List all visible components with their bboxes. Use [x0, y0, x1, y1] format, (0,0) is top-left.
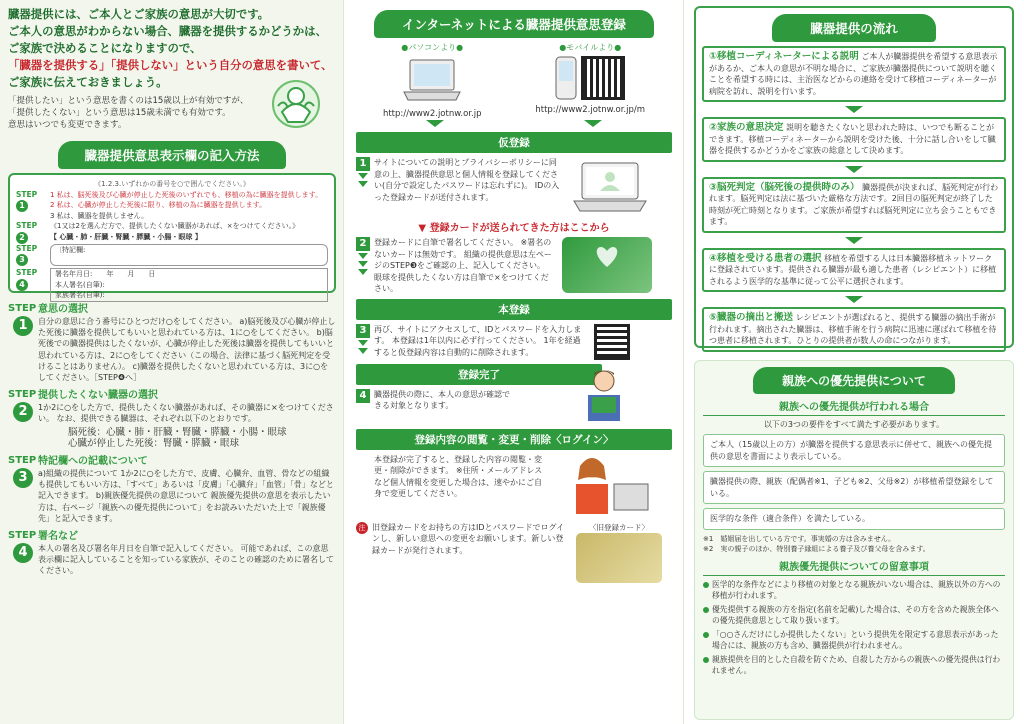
- section-title: 臓器提供意思表示欄の記入方法: [58, 141, 286, 169]
- flow-step-5-body: レシピエントが選ばれると、提供する臓器の摘出手術が行われます。摘出された臓器は、移植手術を行う病院に迅速に運ばれて移植を待つ患者に移植されます。ひとりの提供者が数人の命につながります。: [709, 313, 997, 345]
- step-2-square: 2: [356, 237, 370, 251]
- priority-subtitle: 親族への優先提供が行われる場合: [703, 398, 1005, 416]
- old-card-label: 〈旧登録カード〉: [589, 522, 649, 532]
- pc-url[interactable]: http://www2.jotnw.or.jp: [382, 109, 482, 119]
- login-body: 本登録が完了すると、登録した内容の閲覧・変更・削除ができます。 ※住所・メールアドレスなど個人情報を変更した場合は、速やかにご自身で変更してください。: [374, 454, 543, 498]
- requirement-3: 医学的な条件（適合条件）を満たしている。: [703, 508, 1005, 530]
- pc-label: ●パソコンより●: [401, 43, 464, 52]
- internet-registration-title: インターネットによる臓器提供意思登録: [374, 10, 654, 38]
- flow-step-2-head: ②家族の意思決定: [709, 122, 784, 133]
- flow-step-1-head: ①移植コーディネーターによる説明: [709, 51, 859, 62]
- right-panel: [684, 0, 1024, 724]
- flow-step-2: [702, 117, 1006, 162]
- step-4-number: 4: [13, 543, 33, 563]
- arrow-down-icon: [426, 120, 444, 127]
- priority-intro: 以下の3つの要件をすべて満たす必要があります。: [763, 420, 945, 429]
- arrow-down-icon: [845, 106, 863, 113]
- note-bullet-4: 親族提供を目的とした自殺を防ぐため、自殺した方からの親族への優先提供は行われません。: [703, 654, 1005, 676]
- kari-step: [356, 157, 672, 217]
- intro-line-2: ご本人の意思がわからない場合、臓器を提供するかどうかは、: [8, 24, 327, 38]
- hon-body: 再び、サイトにアクセスして、IDとパスワードを入力します。 本登録は1年以内に必ず行ってください。 1年を経過すると仮登録内容は自動的に削除されます。: [374, 324, 582, 357]
- requirement-2: 臓器提供の際、親族（配偶者※1、子ども※2、父母※2）が移植希望登録をしている。: [703, 471, 1005, 504]
- organs-brain-death: 脳死後：心臓・肺・肝臓・腎臓・膵臓・小腸・眼球: [68, 426, 287, 438]
- note-bullet-1: 医学的な条件などにより移植の対象となる親族がいない場合は、親族以外の方への移植が行われます。: [703, 579, 1005, 601]
- left-panel: [0, 0, 344, 724]
- priority-frame: [694, 360, 1014, 720]
- flow-step-2-body: 説明を聴きたくないと思われた時は、いつでも断ることができます。移植コーディネーターから説明を受けた後、十分に話し合いをして臓器を提供するかどうかをご家族の総意として決めます。: [709, 123, 996, 155]
- step-label: STEP: [8, 455, 37, 467]
- kari-body: サイトについての説明とプライバシーポリシーに同意の上、臓器提供意思と個人情報を登録してください(自分で設定したパスワードは忘れずに)。 IDの入った登録カードが送付されます。: [374, 158, 560, 202]
- man-with-card-icon: [574, 367, 634, 423]
- step-label: STEP: [8, 530, 37, 542]
- arrow-down-icon: [358, 253, 368, 259]
- mobile-url[interactable]: http://www2.jotnw.or.jp/m: [535, 105, 646, 115]
- arrow-down-icon: [584, 120, 602, 127]
- flow-step-1: [702, 46, 1006, 102]
- step-2-body: 1か2に○をした方で、提供したくない臓器があれば、その臓器に×をつけてください。 なお、提供できる臓器は、それぞれ以下のとおりです。: [38, 403, 334, 424]
- step-label: STEP: [16, 243, 38, 253]
- kari-registration-bar: 仮登録: [356, 132, 672, 153]
- form-option-1: 1 私は、脳死後及び心臓が停止した死後のいずれでも、移植の為に臓器を提供します。: [50, 190, 323, 199]
- footnote-2: ※2 実の親子のほか、特別養子縁組による養子及び養父母を含みます。: [703, 544, 930, 553]
- arrow-down-icon: [845, 237, 863, 244]
- step-1-title: 意思の選択: [38, 304, 88, 315]
- flow-step-4: [702, 248, 1006, 293]
- step-label: STEP: [16, 221, 38, 230]
- login-bar: 登録内容の閲覧・変更・削除〈ログイン〉: [356, 429, 672, 450]
- intro-small-1: 「提供したい」という意思を書くのは15歳以上が有効ですが、: [8, 96, 249, 106]
- notes-title: 親族優先提供についての留意事項: [703, 558, 1005, 576]
- step-2-block: [8, 389, 336, 449]
- arrow-down-icon: [358, 340, 368, 346]
- step-3-title: 特記欄への記載について: [38, 456, 148, 468]
- flow-title: 臓器提供の流れ: [772, 14, 936, 42]
- form-option-3: 3 私は、臓器を提供しません。: [50, 211, 149, 220]
- step-label: STEP: [8, 303, 37, 314]
- registration-card-icon: [562, 237, 652, 293]
- step-1-square: 1: [356, 157, 370, 171]
- family-sign-field: 家族署名(自筆):: [55, 291, 105, 299]
- card-step: [356, 237, 672, 295]
- arrow-down-icon: [845, 296, 863, 303]
- done-step: [356, 389, 672, 423]
- note-icon: 注: [356, 522, 368, 534]
- intro-line-4: 「臓器を提供する」「提供しない」という自分の意思を書いて、: [8, 58, 333, 72]
- intro-line-3: ご家族で決めることになりますので、: [8, 41, 202, 55]
- organs-cardiac-death: 心臓が停止した死後：腎臓・膵臓・眼球: [68, 437, 240, 449]
- done-body: 臓器提供の際に、本人の意思が確認できる対象となります。: [374, 389, 510, 410]
- card-body: 登録カードに自筆で署名してください。 ※署名のないカードは無効です。 組織の提供意思は左ページのSTEP❸をご確認の上、記入してください。 眼球を提供したくない方は自筆で×をつけてください。: [374, 238, 552, 293]
- step-4-square: 4: [356, 389, 370, 403]
- organs-list: 【 心臓・肺・肝臓・腎臓・膵臓・小腸・眼球 】: [50, 232, 202, 241]
- arrow-down-icon: [358, 173, 368, 179]
- step-label: STEP: [16, 189, 38, 199]
- arrow-down-red-icon: ▼: [418, 223, 430, 234]
- intro-line-1: 臓器提供には、ご本人とご家族の意思が大切です。: [8, 7, 270, 21]
- middle-panel: [344, 0, 684, 724]
- footnote-1: ※1 婚姻届を出している方です。事実婚の方は含みません。: [703, 534, 896, 543]
- qr-code-icon: [594, 324, 630, 360]
- flow-step-4-head: ④移植を受ける患者の選択: [709, 252, 822, 264]
- step-1-number: 1: [13, 316, 33, 336]
- hon-step: [356, 324, 672, 360]
- step-1-badge: 1: [16, 200, 28, 212]
- flow-step-4-body: 移植を希望する人は日本臓器移植ネットワークに登録されています。提供される臓器が最も適した患者（レシピエント）に移植されるよう医学的な基準に従って公平に選択されます。: [709, 253, 997, 286]
- step-label: STEP: [16, 268, 38, 277]
- old-card-body: 旧登録カードをお持ちの方はIDとパスワードでログインし、新しい意思への変更をお願いします。新しい登録カードが発行されます。: [372, 522, 565, 555]
- mobile-label: ●モバイルより●: [559, 43, 622, 52]
- step-1-body: 自分の意思に合う番号にひとつだけ○をしてください。 a)脳死後及び心臓が停止した死後に臓器を提供してもいいと思われている方は、1に○をしてください。 b)脳死後での臓器提供はしたくないが、心臓が停止した死後は臓器を提供してもいいと思われている方は、2に○をしてください（この場合、法律に基づく脳死判定を受けることはありません）。 c)臓器を提供したくないと思われている方は、3に○をしてください。［STEP❹へ］: [38, 317, 336, 383]
- special-field: 〔特記欄:: [50, 244, 328, 267]
- sign-date-field: 署名年月日: 年 月 日: [55, 270, 156, 278]
- step-1-block: [8, 303, 336, 383]
- form-head: 《1.2.3.いずれかの番号を○で囲んでください。》: [94, 180, 250, 188]
- step-2-title: 提供したくない臓器の選択: [38, 390, 158, 402]
- laptop-icon: [400, 56, 464, 106]
- step-3-body: a)組織の提供について 1か2に○をした方で、皮膚、心臓弁、血管、骨などの組織も提供してもいい方は、「すべて」あるいは「皮膚」「心臓弁」「血管」「骨」などと記入できます。 b)親族優先提供の意思について 親族優先提供の意思を表示したい方は、右ページ「親族への優先提供について」をお読みいただいた上で「親族優先」と記入できます。: [38, 469, 334, 523]
- step-3-number: 3: [13, 468, 33, 488]
- flow-step-3-head: ③脳死判定（脳死後の提供時のみ）: [709, 181, 860, 193]
- hon-registration-bar: 本登録: [356, 299, 672, 320]
- intro-small-3: 意思はいつでも変更できます。: [8, 120, 127, 130]
- donor-form-sample: [8, 173, 336, 299]
- card-notice-text: 登録カードが送られてきた方はここから: [429, 223, 610, 234]
- old-registration-card-icon: [576, 533, 662, 583]
- done-bar: 登録完了: [356, 364, 602, 385]
- qr-code-icon: [581, 56, 625, 100]
- note-bullet-2: 優先提供する親族の方を指定(名前を記載)した場合は、その方を含めた親族全体への優先提供意思として取り扱います。: [703, 604, 1005, 626]
- intro-line-5: ご家族に伝えておきましょう。: [8, 75, 168, 89]
- laptop-angel-icon: [570, 157, 650, 217]
- mobile-phone-icon: [555, 56, 577, 102]
- step-4-body: 本人の署名及び署名年月日を自筆で記入してください。 可能であれば、この意思表示欄に記入していることを知っている家族が、そのことの確認のために署名してください。: [38, 544, 334, 576]
- step-3-block: [8, 455, 336, 524]
- step-label: STEP: [8, 389, 37, 401]
- intro-small-2: 「提供したくない」という意思は15歳未満でも有効です。: [8, 108, 231, 118]
- arrow-down-icon: [358, 269, 368, 275]
- arrow-down-icon: [845, 166, 863, 173]
- step-3-badge: 3: [16, 254, 28, 266]
- step-3-square: 3: [356, 324, 370, 338]
- flow-step-3: [702, 177, 1006, 233]
- arrow-down-icon: [358, 181, 368, 187]
- form-option-2: 2 私は、心臓が停止した死後に限り、移植の為に臓器を提供します。: [50, 201, 267, 209]
- arrow-down-icon: [358, 348, 368, 354]
- flow-step-5: [702, 307, 1006, 352]
- step-4-badge: 4: [16, 279, 28, 291]
- step-2-number: 2: [13, 402, 33, 422]
- self-sign-field: 本人署名(自筆):: [55, 280, 105, 289]
- arrow-down-icon: [358, 261, 368, 267]
- flow-step-5-head: ⑤臓器の摘出と搬送: [709, 312, 794, 323]
- organs-note: 《1又は2を選んだ方で、提供したくない臓器があれば、×をつけてください。》: [50, 222, 300, 230]
- priority-title: 親族への優先提供について: [753, 367, 955, 394]
- step-4-title: 署名など: [38, 531, 78, 543]
- angel-mascot-icon: [272, 80, 320, 128]
- flow-frame: [694, 6, 1014, 348]
- flow-step-3-body: 臓器提供が決まれば、脳死判定が行われます。脳死判定は法に基づいた厳格な方法です。2回目の脳死判定が終了した時刻が死亡時刻となります。ご家族が希望すれば脳死判定に立ち会うこともできます。: [709, 182, 999, 226]
- woman-at-computer-icon: [554, 454, 654, 520]
- note-bullet-3: 「○○さんだけにしか提供したくない」という提供先を限定する意思表示があった場合には、親族の方も含め、臓器提供が行われません。: [703, 629, 1005, 651]
- flow-step-1-body: ご本人が臓器提供を希望する意思表示があるか、ご本人の意思が不明な場合に、ご家族が臓器提供について説明を聴くことを希望する時には、主治医などからの連絡を受けて移植コーディネーターが病院を訪れ、説明を行います。: [709, 52, 998, 96]
- requirement-1: ご本人（15歳以上の方）が臓器を提供する意思表示に併せて、親族への優先提供の意思を書面により表示している。: [703, 434, 1005, 467]
- step-2-badge: 2: [16, 232, 28, 244]
- card-notice: [356, 219, 672, 234]
- step-4-block: [8, 530, 336, 577]
